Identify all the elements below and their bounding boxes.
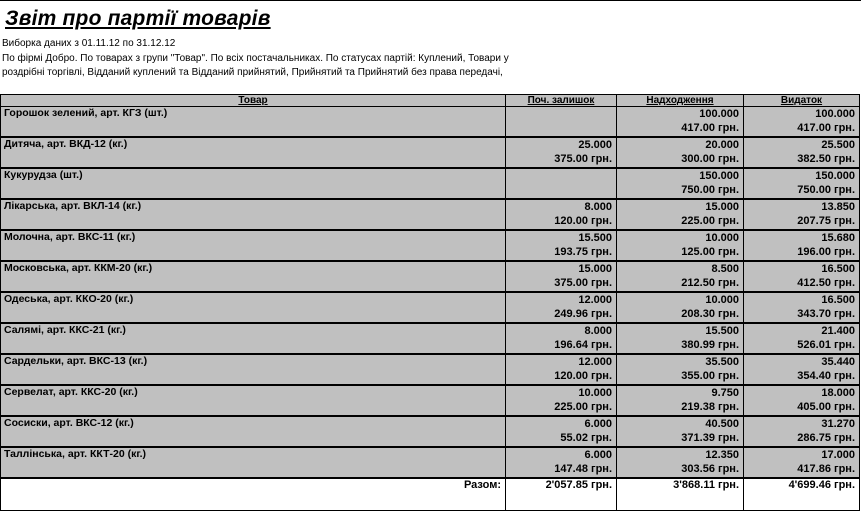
start-qty: 10.000 bbox=[578, 387, 612, 399]
start-sum: 120.00 грн. bbox=[554, 215, 612, 227]
product-name: Московська, арт. ККМ-20 (кг.) bbox=[1, 262, 506, 292]
outgoing-cell bbox=[744, 231, 860, 261]
product-name: Таллінська, арт. ККТ-20 (кг.) bbox=[1, 448, 506, 478]
incoming-cell bbox=[617, 138, 744, 168]
table-row bbox=[1, 169, 860, 199]
start-balance-cell bbox=[506, 355, 617, 385]
out-qty: 25.500 bbox=[821, 139, 855, 151]
product-name: Дитяча, арт. ВКД-12 (кг.) bbox=[1, 138, 506, 168]
outgoing-cell bbox=[744, 386, 860, 416]
table-header-row bbox=[1, 95, 860, 107]
table-row bbox=[1, 138, 860, 168]
out-sum: 412.50 грн. bbox=[797, 277, 855, 289]
product-name: Кукурудза (шт.) bbox=[1, 169, 506, 199]
table-row bbox=[1, 231, 860, 261]
total-label: Разом: bbox=[1, 479, 506, 511]
in-sum: 212.50 грн. bbox=[681, 277, 739, 289]
product-name: Лікарська, арт. ВКЛ-14 (кг.) bbox=[1, 200, 506, 230]
product-name: Одеська, арт. ККО-20 (кг.) bbox=[1, 293, 506, 323]
out-qty: 35.440 bbox=[821, 356, 855, 368]
out-qty: 15.680 bbox=[821, 232, 855, 244]
in-sum: 300.00 грн. bbox=[681, 153, 739, 165]
out-qty: 31.270 bbox=[821, 418, 855, 430]
out-sum: 405.00 грн. bbox=[797, 401, 855, 413]
table-row bbox=[1, 448, 860, 478]
start-sum: 193.75 грн. bbox=[554, 246, 612, 258]
start-qty: 15.500 bbox=[578, 232, 612, 244]
incoming-cell bbox=[617, 324, 744, 354]
start-qty: 6.000 bbox=[584, 449, 612, 461]
start-balance-cell bbox=[506, 324, 617, 354]
table-row bbox=[1, 386, 860, 416]
start-qty: 6.000 bbox=[584, 418, 612, 430]
start-sum: 225.00 грн. bbox=[554, 401, 612, 413]
table-row bbox=[1, 417, 860, 447]
in-qty: 35.500 bbox=[705, 356, 739, 368]
incoming-cell bbox=[617, 386, 744, 416]
outgoing-cell bbox=[744, 355, 860, 385]
header-product: Товар bbox=[1, 95, 506, 107]
start-balance-cell bbox=[506, 200, 617, 230]
outgoing-cell bbox=[744, 138, 860, 168]
out-qty: 17.000 bbox=[821, 449, 855, 461]
table-row bbox=[1, 293, 860, 323]
in-sum: 355.00 грн. bbox=[681, 370, 739, 382]
start-sum: 249.96 грн. bbox=[554, 308, 612, 320]
outgoing-cell bbox=[744, 200, 860, 230]
header-start-balance: Поч. залишок bbox=[506, 95, 617, 107]
out-qty: 150.000 bbox=[815, 170, 855, 182]
incoming-cell bbox=[617, 200, 744, 230]
report-title: Звіт про партії товарів bbox=[5, 7, 271, 30]
table-row bbox=[1, 324, 860, 354]
outgoing-cell bbox=[744, 262, 860, 292]
start-balance-cell bbox=[506, 231, 617, 261]
in-sum: 219.38 грн. bbox=[681, 401, 739, 413]
in-qty: 8.500 bbox=[711, 263, 739, 275]
out-sum: 286.75 грн. bbox=[797, 432, 855, 444]
incoming-cell bbox=[617, 417, 744, 447]
start-balance-cell bbox=[506, 262, 617, 292]
in-sum: 417.00 грн. bbox=[681, 122, 739, 134]
incoming-cell bbox=[617, 231, 744, 261]
out-sum: 750.00 грн. bbox=[797, 184, 855, 196]
product-name: Сервелат, арт. ККС-20 (кг.) bbox=[1, 386, 506, 416]
report-filters: По фірмі Добро. По товарах з групи "Товар". По всіх постачальниках. По статусах партій: Куплений, Товари у роздрібні торгівлі, Відданий куплений та Відданий прийнятий, Прийнятий та Прийнятий без права передачі, bbox=[2, 53, 509, 78]
outgoing-cell bbox=[744, 324, 860, 354]
start-qty: 12.000 bbox=[578, 294, 612, 306]
start-sum: 375.00 грн. bbox=[554, 153, 612, 165]
header-incoming: Надходження bbox=[617, 95, 744, 107]
start-qty: 8.000 bbox=[584, 325, 612, 337]
table-row bbox=[1, 200, 860, 230]
incoming-cell bbox=[617, 107, 744, 137]
table-row bbox=[1, 262, 860, 292]
start-qty: 12.000 bbox=[578, 356, 612, 368]
start-qty: 15.000 bbox=[578, 263, 612, 275]
incoming-cell bbox=[617, 448, 744, 478]
total-out-sum: 4'699.46 грн. bbox=[744, 479, 860, 511]
outgoing-cell bbox=[744, 169, 860, 199]
table-row bbox=[1, 107, 860, 137]
in-sum: 208.30 грн. bbox=[681, 308, 739, 320]
outgoing-cell bbox=[744, 448, 860, 478]
start-balance-cell bbox=[506, 293, 617, 323]
outgoing-cell bbox=[744, 293, 860, 323]
product-name: Молочна, арт. ВКС-11 (кг.) bbox=[1, 231, 506, 261]
outgoing-cell bbox=[744, 417, 860, 447]
start-sum: 375.00 грн. bbox=[554, 277, 612, 289]
in-qty: 9.750 bbox=[711, 387, 739, 399]
in-sum: 125.00 грн. bbox=[681, 246, 739, 258]
in-qty: 15.500 bbox=[705, 325, 739, 337]
out-sum: 526.01 грн. bbox=[797, 339, 855, 351]
in-qty: 15.000 bbox=[705, 201, 739, 213]
in-sum: 750.00 грн. bbox=[681, 184, 739, 196]
start-balance-cell bbox=[506, 107, 617, 137]
out-qty: 21.400 bbox=[821, 325, 855, 337]
total-in-sum: 3'868.11 грн. bbox=[617, 479, 744, 511]
out-sum: 354.40 грн. bbox=[797, 370, 855, 382]
out-sum: 207.75 грн. bbox=[797, 215, 855, 227]
start-balance-cell bbox=[506, 138, 617, 168]
out-qty: 16.500 bbox=[821, 263, 855, 275]
product-name: Сардельки, арт. ВКС-13 (кг.) bbox=[1, 355, 506, 385]
incoming-cell bbox=[617, 169, 744, 199]
outgoing-cell bbox=[744, 107, 860, 137]
incoming-cell bbox=[617, 293, 744, 323]
out-sum: 417.86 грн. bbox=[797, 463, 855, 475]
start-sum: 55.02 грн. bbox=[560, 432, 612, 444]
in-qty: 40.500 bbox=[705, 418, 739, 430]
table-row bbox=[1, 355, 860, 385]
in-qty: 150.000 bbox=[699, 170, 739, 182]
in-sum: 303.56 грн. bbox=[681, 463, 739, 475]
table-body bbox=[1, 107, 860, 511]
total-row bbox=[1, 479, 860, 511]
total-start-sum: 2'057.85 грн. bbox=[506, 479, 617, 511]
in-qty: 100.000 bbox=[699, 108, 739, 120]
report-table bbox=[0, 94, 860, 511]
start-qty: 8.000 bbox=[584, 201, 612, 213]
out-sum: 343.70 грн. bbox=[797, 308, 855, 320]
in-qty: 20.000 bbox=[705, 139, 739, 151]
header-outgoing: Видаток bbox=[744, 95, 860, 107]
top-border bbox=[0, 0, 861, 1]
out-qty: 18.000 bbox=[821, 387, 855, 399]
incoming-cell bbox=[617, 355, 744, 385]
in-sum: 225.00 грн. bbox=[681, 215, 739, 227]
in-sum: 380.99 грн. bbox=[681, 339, 739, 351]
in-sum: 371.39 грн. bbox=[681, 432, 739, 444]
start-sum: 147.48 грн. bbox=[554, 463, 612, 475]
out-sum: 196.00 грн. bbox=[797, 246, 855, 258]
out-qty: 16.500 bbox=[821, 294, 855, 306]
in-qty: 10.000 bbox=[705, 232, 739, 244]
out-sum: 382.50 грн. bbox=[797, 153, 855, 165]
start-balance-cell bbox=[506, 417, 617, 447]
incoming-cell bbox=[617, 262, 744, 292]
start-sum: 196.64 грн. bbox=[554, 339, 612, 351]
product-name: Сосиски, арт. ВКС-12 (кг.) bbox=[1, 417, 506, 447]
in-qty: 12.350 bbox=[705, 449, 739, 461]
start-sum: 120.00 грн. bbox=[554, 370, 612, 382]
out-qty: 100.000 bbox=[815, 108, 855, 120]
start-qty: 25.000 bbox=[578, 139, 612, 151]
product-name: Салямі, арт. ККС-21 (кг.) bbox=[1, 324, 506, 354]
in-qty: 10.000 bbox=[705, 294, 739, 306]
out-qty: 13.850 bbox=[821, 201, 855, 213]
product-name: Горошок зелений, арт. КГЗ (шт.) bbox=[1, 107, 506, 137]
start-balance-cell bbox=[506, 169, 617, 199]
report-period: Виборка даних з 01.11.12 по 31.12.12 bbox=[2, 38, 176, 49]
start-balance-cell bbox=[506, 448, 617, 478]
out-sum: 417.00 грн. bbox=[797, 122, 855, 134]
start-balance-cell bbox=[506, 386, 617, 416]
